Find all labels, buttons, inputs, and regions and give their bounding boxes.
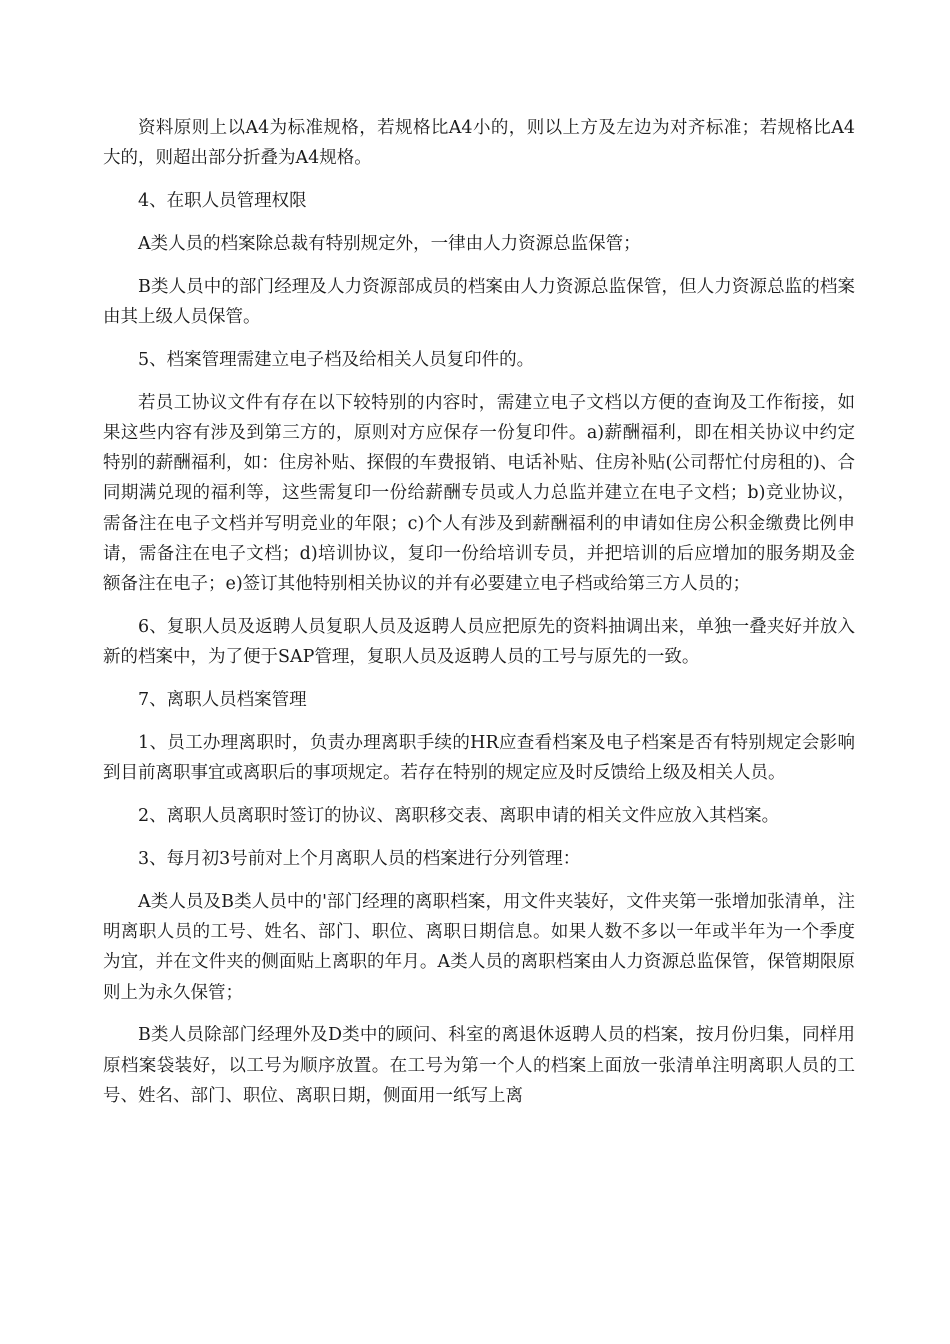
paragraph-electronic-records: 若员工协议文件有存在以下较特别的内容时，需建立电子文档以方便的查询及工作衔接，如果这些内容有涉及到第三方的，原则对方应保存一份复印件。a)薪酬福利，即在相关协议中约定特别的薪酬福利，如：住房补贴、探假的车费报销、电话补贴、住房补贴(公司帮忙付房租的)、合同期满兑现的福利等，这些需复印一份给薪酬专员或人力总监并建立在电子文档；b)竞业协议，需备注在电子文档并写明竞业的年限；c)个人有涉及到薪酬福利的申请如住房公积金缴费比例申请，需备注在电子文档；d)培训协议，复印一份给培训专员，并把培训的后应增加的服务期及金额备注在电子；e)签订其他特别相关协议的并有必要建立电子档或给第三方人员的； [103, 392, 855, 595]
paragraph-class-a: A类人员的档案除总裁有特别规定外，一律由人力资源总监保管； [138, 233, 641, 254]
paragraph-resignation-3: 3、每月初3号前对上个月离职人员的档案进行分列管理： [138, 848, 581, 869]
section-heading-7: 7、离职人员档案管理 [138, 690, 307, 711]
paragraph-class-b: B类人员中的部门经理及人力资源部成员的档案由人力资源总监保管，但人力资源总监的档案由其上级人员保管。 [103, 276, 855, 327]
paragraph-class-b-archive: B类人员除部门经理外及D类中的顾问、科室的离退休返聘人员的档案，按月份归集，同样用原档案袋装好，以工号为顺序放置。在工号为第一个人的档案上面放一张清单注明离职人员的工号、姓名、部门、职位、离职日期，侧面用一纸写上离 [103, 1025, 855, 1107]
paragraph-resignation-1: 1、员工办理离职时，负责办理离职手续的HR应查看档案及电子档案是否有特别规定会影响到目前离职事宜或离职后的事项规定。若存在特别的规定应及时反馈给上级及相关人员。 [103, 733, 855, 784]
paragraph-rehire: 6、复职人员及返聘人员复职人员及返聘人员应把原先的资料抽调出来，单独一叠夹好并放入新的档案中，为了便于SAP管理，复职人员及返聘人员的工号与原先的一致。 [103, 617, 855, 668]
paragraph-resignation-2: 2、离职人员离职时签订的协议、离职移交表、离职申请的相关文件应放入其档案。 [138, 806, 780, 827]
paragraph-class-a-archive: A类人员及B类人员中的'部门经理的离职档案，用文件夹装好，文件夹第一张增加张清单，注明离职人员的工号、姓名、部门、职位、离职日期信息。如果人数不多以一年或半年为一个季度为宜，并在文件夹的侧面贴上离职的年月。A类人员的离职档案由人力资源总监保管，保管期限原则上为永久保管； [103, 891, 855, 1003]
section-heading-5: 5、档案管理需建立电子档及给相关人员复印件的。 [138, 349, 535, 370]
section-heading-4: 4、在职人员管理权限 [138, 191, 307, 212]
document-body [103, 113, 855, 1124]
paragraph-a4-standard: 资料原则上以A4为标准规格，若规格比A4小的，则以上方及左边为对齐标准；若规格比A4大的，则超出部分折叠为A4规格。 [103, 118, 855, 169]
